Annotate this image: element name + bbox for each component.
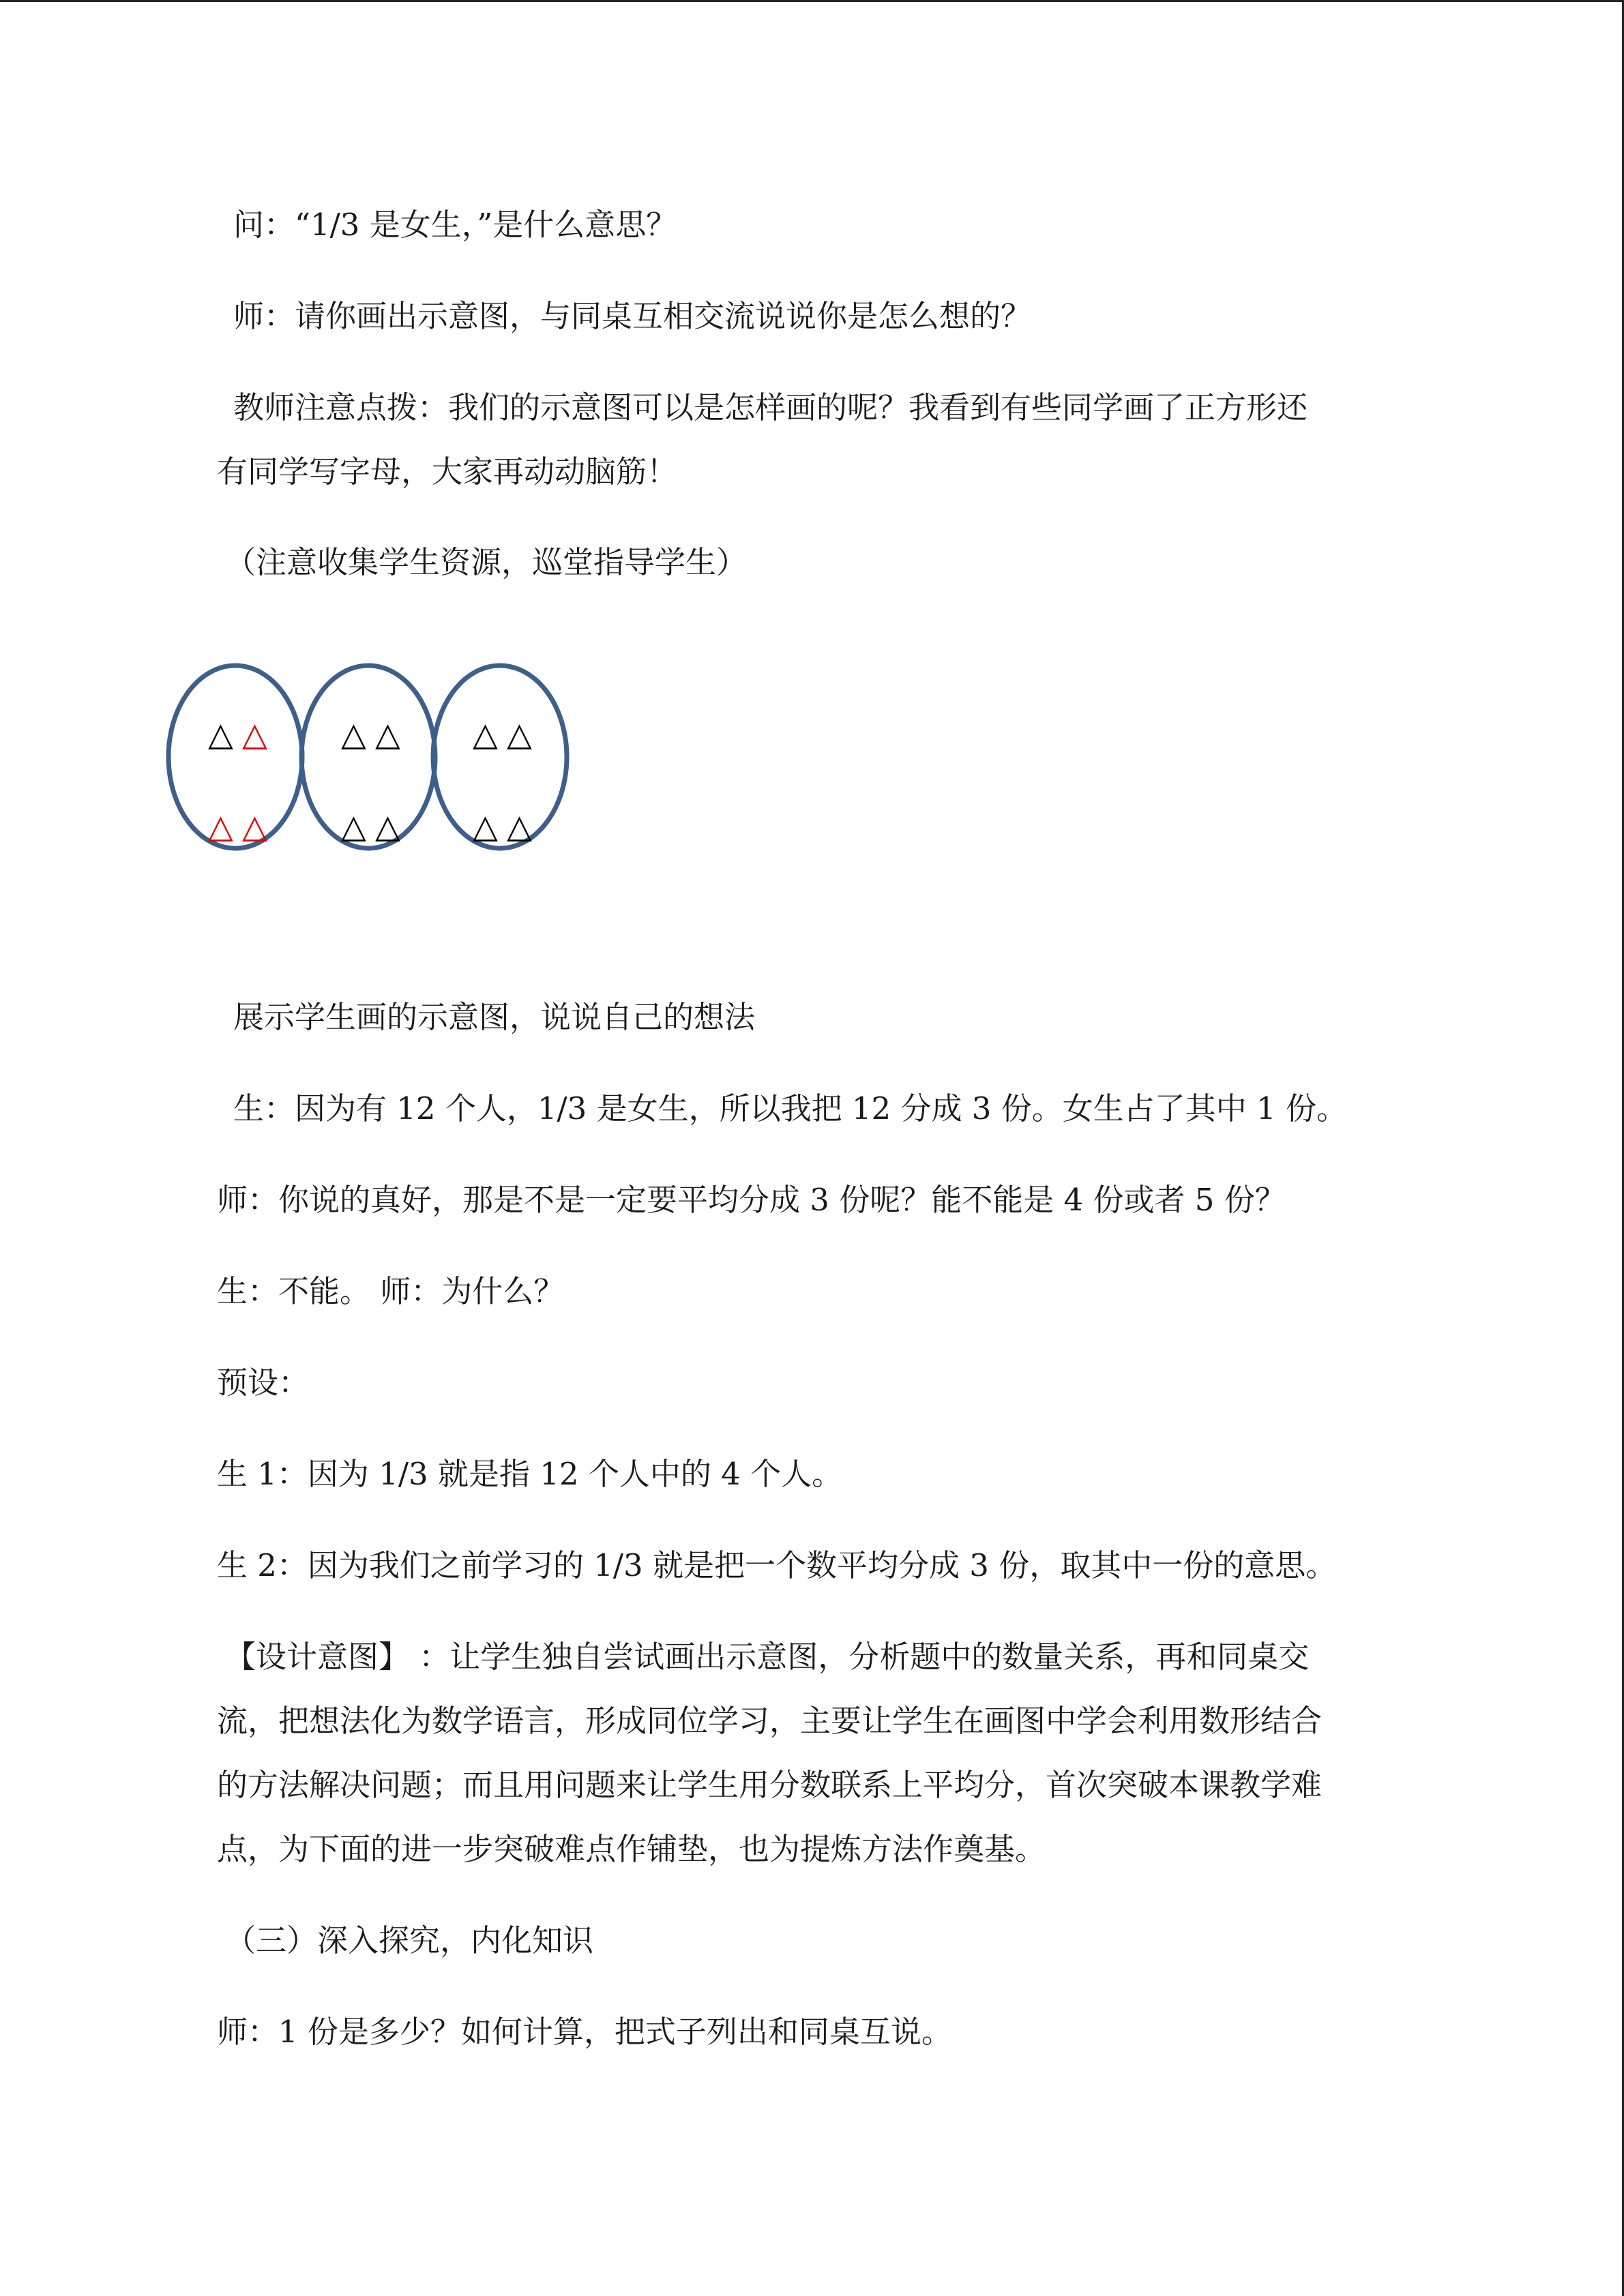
triangle-icon: △ (242, 715, 267, 754)
teacher-followup-line: 师：你说的真好，那是不是一定要平均分成 3 份呢？能不能是 4 份或者 5 份？ (217, 1182, 1286, 1218)
student-answer-line: 生：因为有 12 个人，1/3 是女生，所以我把 12 分成 3 份。女生占了其中 1 份。 (233, 1090, 1347, 1127)
triangle-icon: △ (375, 807, 400, 846)
section-heading: （三）深入探究，内化知识 (225, 1922, 594, 1958)
teacher-hint-line-1: 教师注意点拨：我们的示意图可以是怎样画的呢？我看到有些同学画了正方形还 (233, 389, 1308, 426)
design-intent-line-2: 流，把想法化为数学语言，形成同位学习，主要让学生在画图中学会利用数形结合 (217, 1703, 1323, 1739)
triangle-icon: △ (341, 715, 366, 754)
triangle-icon: △ (341, 807, 366, 846)
question-line: 问：“1/3 是女生，”是什么意思？ (233, 207, 677, 243)
preset-answer-2: 生 2：因为我们之前学习的 1/3 就是把一个数平均分成 3 份，取其中一份的意思。 (217, 1547, 1337, 1583)
group-ellipse (433, 666, 567, 848)
group-ellipse (301, 666, 435, 848)
group-ellipse (168, 666, 302, 848)
preset-answer-1: 生 1：因为 1/3 就是指 12 个人中的 4 个人。 (217, 1456, 843, 1492)
design-intent-line-3: 的方法解决问题；而且用问题来让学生用分数联系上平均分，首次突破本课教学难 (217, 1767, 1323, 1803)
note-line: （注意收集学生资源，巡堂指导学生） (225, 544, 748, 580)
page-top-border (0, 0, 1624, 2)
show-diagram-line: 展示学生画的示意图，说说自己的想法 (233, 999, 756, 1035)
teacher-question-line: 师：1 份是多少？如何计算，把式子列出和同桌互说。 (217, 2014, 952, 2050)
triangle-icon: △ (208, 807, 233, 846)
triangle-icon: △ (473, 715, 498, 754)
triangle-icon: △ (507, 807, 532, 846)
teacher-instruction-line: 师：请你画出示意图，与同桌互相交流说说你是怎么想的？ (233, 298, 1032, 334)
design-intent-line-1: 【设计意图】 ：让学生独自尝试画出示意图，分析题中的数量关系，再和同桌交 (225, 1639, 1310, 1675)
triangle-icon: △ (507, 715, 532, 754)
teacher-hint-line-2: 有同学写字母，大家再动动脑筋！ (217, 453, 678, 490)
triangle-icon: △ (473, 807, 498, 846)
design-intent-line-4: 点，为下面的进一步突破难点作铺垫，也为提炼方法作奠基。 (217, 1831, 1046, 1867)
triangle-icon: △ (208, 715, 233, 754)
grouping-diagram (164, 660, 573, 858)
triangle-icon: △ (242, 807, 267, 846)
student-reply-line: 生：不能。 师：为什么？ (217, 1273, 565, 1309)
preset-label: 预设： (217, 1365, 310, 1401)
triangle-icon: △ (375, 715, 400, 754)
